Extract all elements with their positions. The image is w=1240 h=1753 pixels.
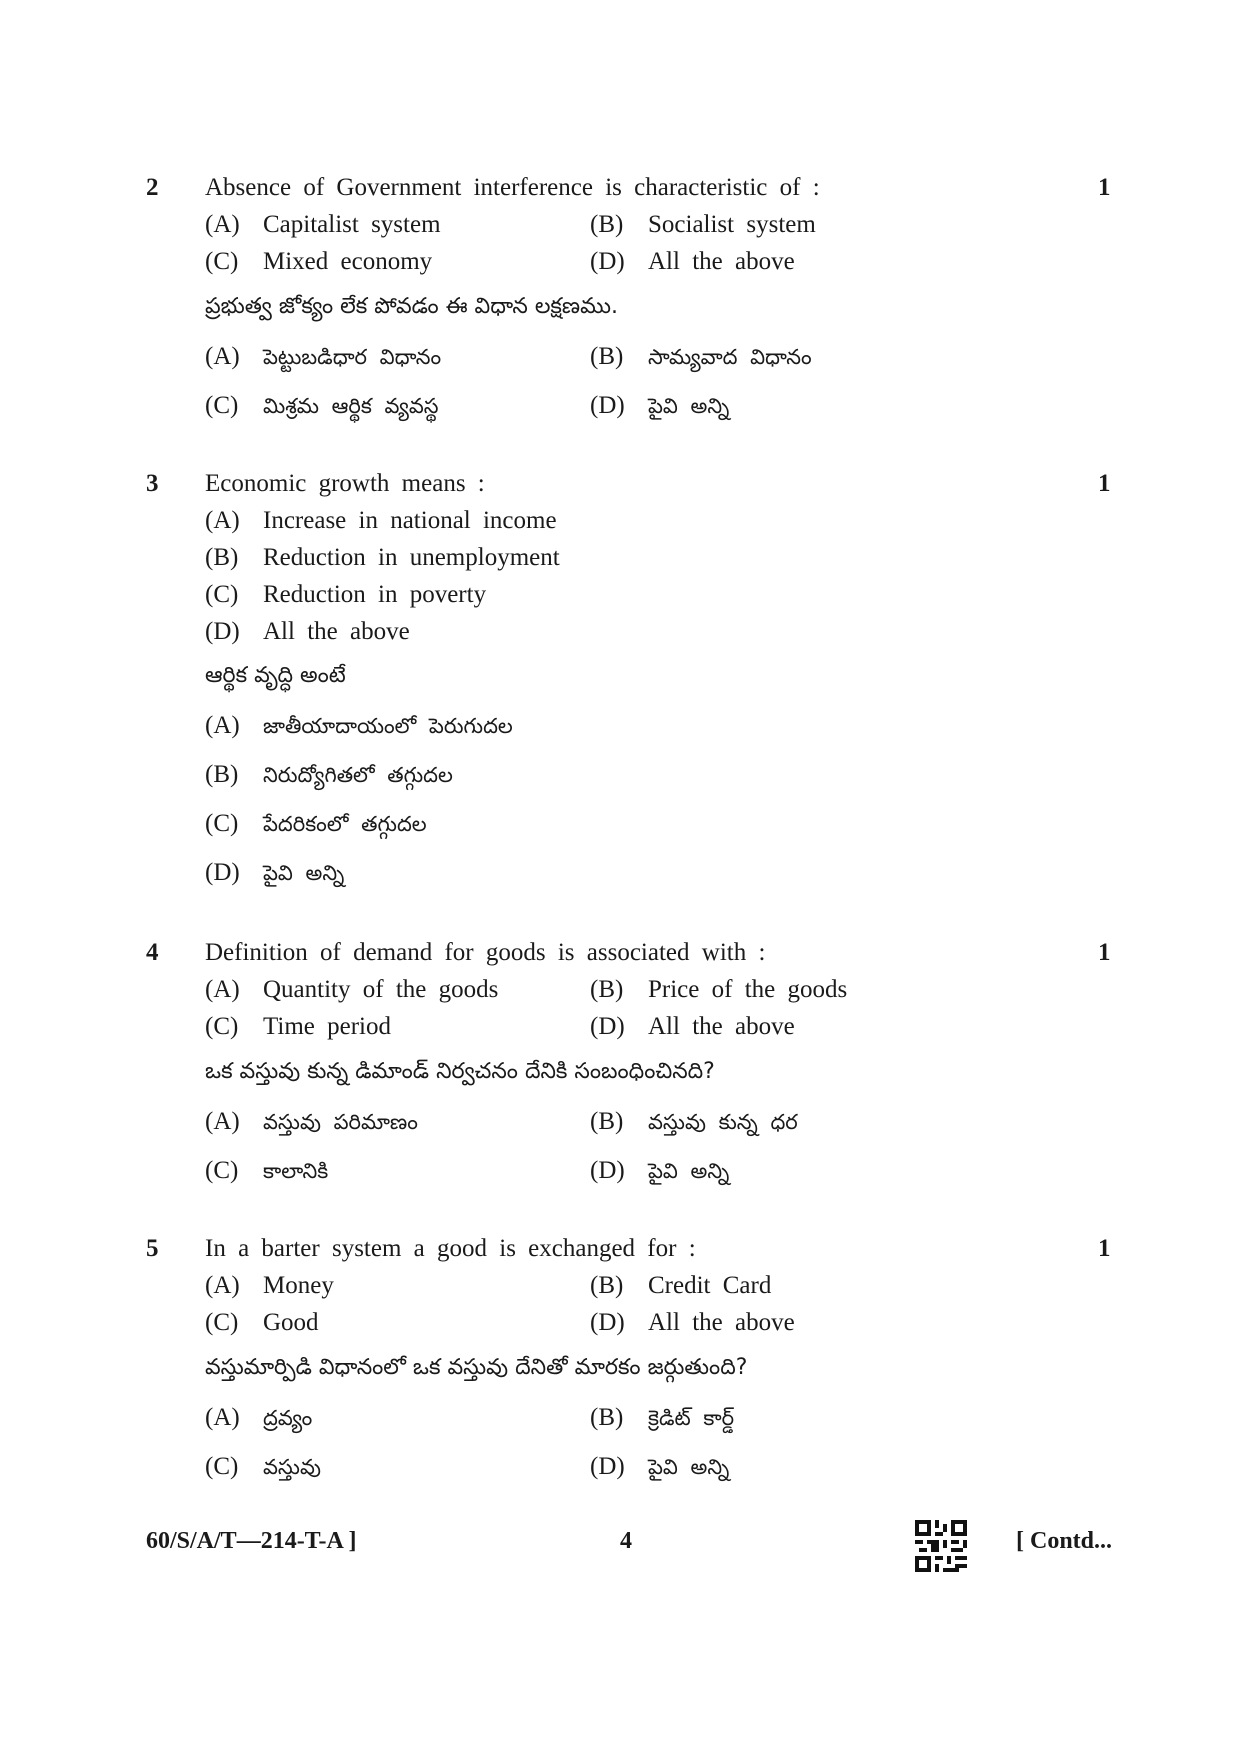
option-a: (A) Capitalist system [205, 211, 441, 238]
telugu-option-d: (D) పైవి అన్ని [590, 1157, 730, 1184]
question-stem: Economic growth means : [205, 470, 485, 497]
question-number: 2 [146, 174, 159, 201]
telugu-option-c: (C) కాలానికి [205, 1157, 329, 1184]
option-d: (D) All the above [205, 618, 410, 645]
telugu-option-d: (D) పైవి అన్ని [590, 392, 730, 419]
option-c: (C) Time period [205, 1013, 391, 1040]
option-d: (D) All the above [590, 1309, 795, 1336]
telugu-option-a: (A) ద్రవ్యం [205, 1404, 313, 1431]
question-marks: 1 [1098, 470, 1111, 497]
option-b: (B) Price of the goods [590, 976, 848, 1003]
telugu-option-b: (B) సామ్యవాద విధానం [590, 343, 812, 370]
telugu-option-c: (C) వస్తువు [205, 1453, 321, 1480]
option-c: (C) Mixed economy [205, 248, 433, 275]
telugu-option-a: (A) పెట్టుబడిధార విధానం [205, 343, 442, 370]
page-number: 4 [620, 1528, 632, 1554]
telugu-stem: ఒక వస్తువు కున్న డిమాండ్ నిర్వచనం దేనికి సంబంధించినది? [205, 1059, 715, 1084]
telugu-stem: ప్రభుత్వ జోక్యం లేక పోవడం ఈ విధాన లక్షణము. [205, 294, 618, 319]
option-c: (C) Good [205, 1309, 319, 1336]
question-marks: 1 [1098, 939, 1111, 966]
question-stem: Absence of Government interference is characteristic of : [205, 174, 820, 201]
question-number: 4 [146, 939, 159, 966]
qr-code-icon [915, 1520, 967, 1572]
question-number: 5 [146, 1235, 159, 1262]
option-b: (B) Credit Card [590, 1272, 772, 1299]
question-stem: Definition of demand for goods is associated with : [205, 939, 766, 966]
telugu-stem: వస్తుమార్పిడి విధానంలో ఒక వస్తువు దేనితో మారకం జర్గుతుంది? [205, 1355, 748, 1380]
telugu-option-d: (D) పైవి అన్ని [590, 1453, 730, 1480]
continued-label: [ Contd... [1016, 1528, 1113, 1554]
telugu-option-b: (B) నిరుద్యోగితలో తగ్గుదల [205, 761, 453, 788]
telugu-option-a: (A) వస్తువు పరిమాణం [205, 1108, 418, 1135]
option-b: (B) Socialist system [590, 211, 816, 238]
telugu-option-c: (C) పేదరికంలో తగ్గుదల [205, 810, 427, 837]
option-d: (D) All the above [590, 248, 795, 275]
option-a: (A) Quantity of the goods [205, 976, 499, 1003]
question-stem: In a barter system a good is exchanged for : [205, 1235, 696, 1262]
option-b: (B) Reduction in unemployment [205, 544, 560, 571]
paper-code: 60/S/A/T—214-T-A ] [146, 1528, 357, 1554]
question-number: 3 [146, 470, 159, 497]
question-marks: 1 [1098, 174, 1111, 201]
telugu-option-d: (D) పైవి అన్ని [205, 859, 345, 886]
telugu-option-a: (A) జాతీయాదాయంలో పెరుగుదల [205, 712, 513, 739]
question-marks: 1 [1098, 1235, 1111, 1262]
telugu-stem: ఆర్థిక వృద్ధి అంటే [205, 663, 346, 688]
option-a: (A) Increase in national income [205, 507, 557, 534]
telugu-option-b: (B) వస్తువు కున్న ధర [590, 1108, 798, 1135]
telugu-option-b: (B) క్రెడిట్ కార్డ్ [590, 1404, 735, 1431]
option-a: (A) Money [205, 1272, 334, 1299]
telugu-option-c: (C) మిశ్రమ ఆర్థిక వ్యవస్థ [205, 392, 439, 419]
option-d: (D) All the above [590, 1013, 795, 1040]
option-c: (C) Reduction in poverty [205, 581, 487, 608]
